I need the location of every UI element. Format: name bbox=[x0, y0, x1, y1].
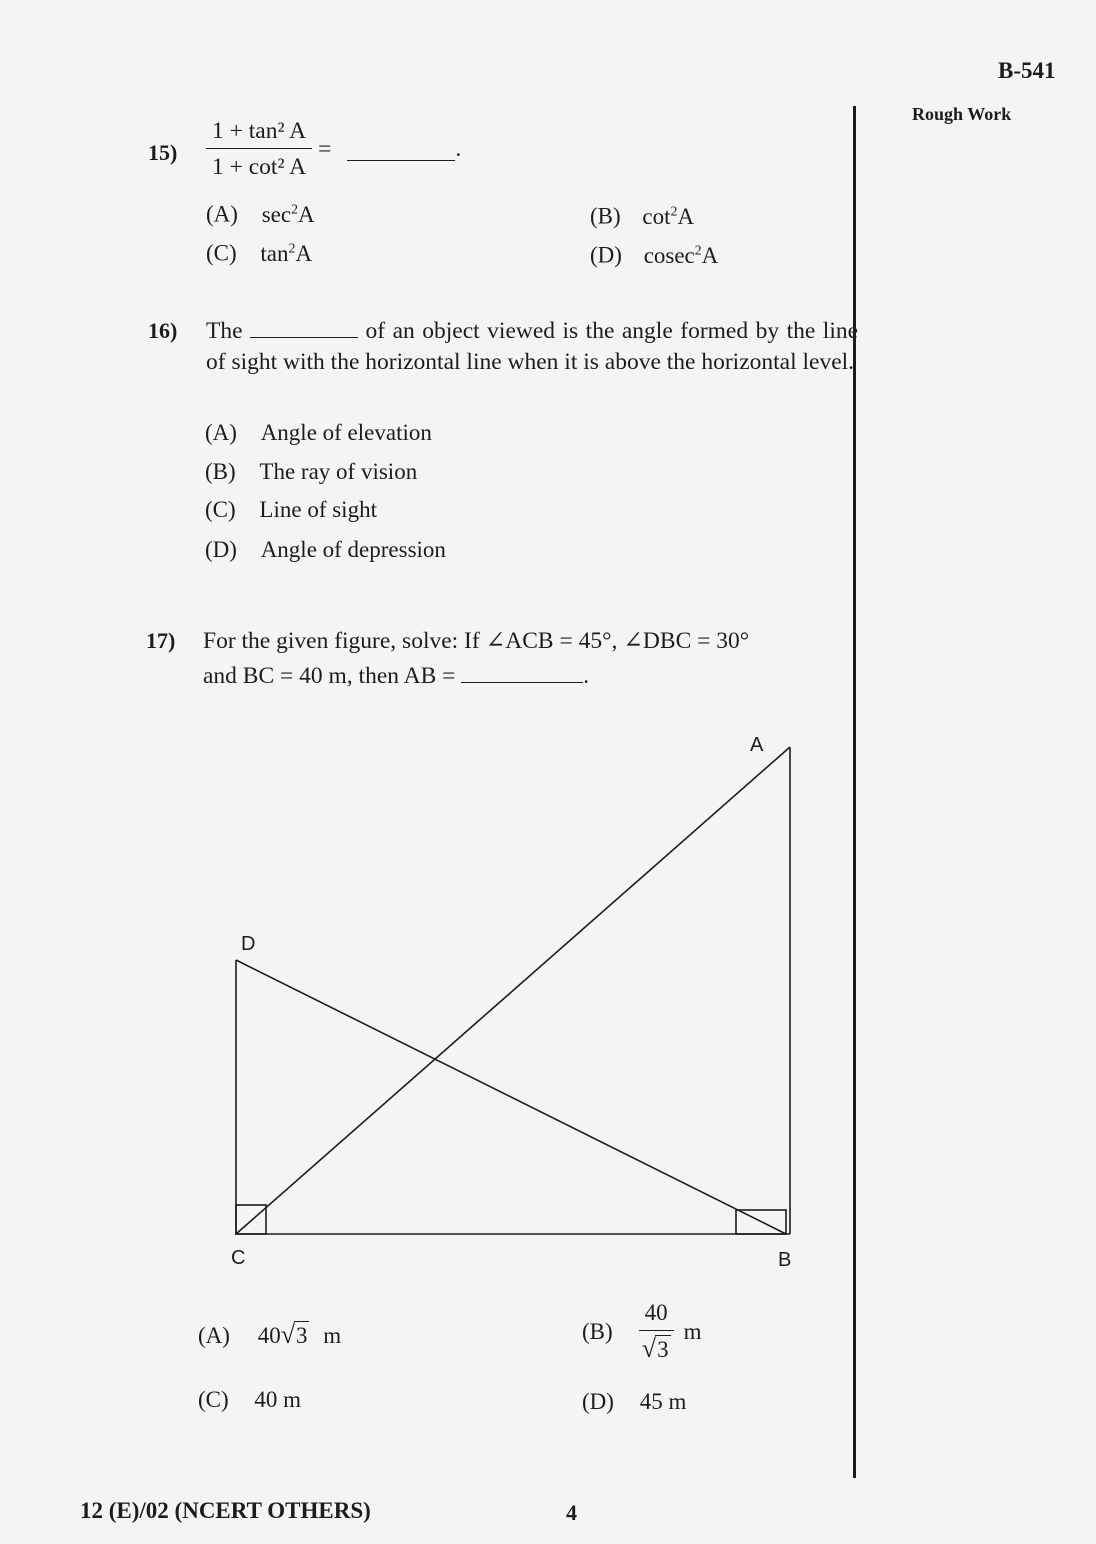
question-17-option-c bbox=[198, 1387, 301, 1413]
option-label: (C) bbox=[198, 1387, 229, 1412]
option-label: (D) bbox=[205, 537, 237, 562]
rough-work-label: Rough Work bbox=[912, 104, 1012, 124]
option-denominator bbox=[642, 1331, 671, 1368]
question-16-number: 16) bbox=[148, 318, 178, 343]
option-fraction bbox=[639, 1296, 674, 1368]
option-text: $\sec^2A$ bbox=[261, 201, 315, 227]
option-numerator: 40 bbox=[639, 1296, 674, 1331]
option-radicand: 3 bbox=[657, 1337, 669, 1362]
option-text: 40 m bbox=[254, 1387, 302, 1412]
option-label: (B) bbox=[205, 459, 236, 484]
option-label: (D) bbox=[590, 242, 622, 268]
option-text: Angle of depression bbox=[260, 537, 446, 562]
question-17-option-b bbox=[582, 1296, 702, 1368]
segment-db bbox=[236, 960, 786, 1234]
option-text: cosec$^2$A bbox=[643, 242, 719, 268]
option-text: Angle of elevation bbox=[260, 420, 432, 445]
option-label: (C) bbox=[205, 497, 236, 522]
option-label: (A) bbox=[205, 420, 237, 445]
question-17-number: 17) bbox=[146, 628, 176, 653]
question-16-text-rest: of an object viewed is the angle formed by the line of sight with the horizontal line when it is above the horizontal level. bbox=[206, 318, 859, 375]
question-17-option-a bbox=[198, 1320, 341, 1350]
option-text: $\cot^2A$ bbox=[642, 203, 695, 229]
option-label: (A) bbox=[198, 1323, 230, 1348]
option-label: (C) bbox=[206, 240, 237, 266]
question-16-text-start: The bbox=[206, 318, 243, 344]
vertex-label-c: C bbox=[231, 1247, 246, 1269]
question-15-period: . bbox=[455, 136, 462, 162]
option-radicand: 3 bbox=[295, 1323, 308, 1348]
footer-exam-code: 12 (E)/02 (NCERT OTHERS) bbox=[80, 1498, 371, 1523]
vertex-label-a: A bbox=[750, 734, 764, 756]
option-label: (D) bbox=[582, 1389, 614, 1414]
paper-code: B-541 bbox=[998, 58, 1056, 83]
question-15-equals: = bbox=[318, 136, 332, 162]
option-label: (B) bbox=[590, 203, 621, 229]
option-text: 45 m bbox=[639, 1389, 687, 1414]
sqrt-icon: √ bbox=[280, 1320, 295, 1349]
question-17-line-2: and BC = 40 m, then AB = . bbox=[203, 663, 590, 689]
question-15-numerator: 1 + tan² A bbox=[206, 114, 312, 149]
sqrt-icon: √ bbox=[641, 1334, 657, 1363]
segment-ca bbox=[236, 747, 790, 1234]
question-17-line-1: For the given figure, solve: If ∠ACB = 45°, ∠DBC = 30° bbox=[203, 628, 750, 654]
vertex-label-d: D bbox=[241, 933, 256, 955]
option-unit: m bbox=[323, 1323, 342, 1348]
option-text: Line of sight bbox=[259, 497, 377, 522]
option-text: $\tan^2A$ bbox=[260, 240, 313, 266]
question-17-line-2-text: and BC = 40 m, then AB = bbox=[203, 663, 456, 689]
option-label: (A) bbox=[206, 201, 238, 227]
question-15-denominator: 1 + cot² A bbox=[212, 154, 307, 180]
page-number: 4 bbox=[566, 1500, 577, 1525]
option-text: The ray of vision bbox=[259, 459, 418, 484]
vertex-label-b: B bbox=[778, 1249, 792, 1271]
question-17-option-d bbox=[582, 1389, 686, 1415]
option-label: (B) bbox=[582, 1319, 613, 1344]
option-coefficient: 40 bbox=[257, 1323, 281, 1348]
option-unit: m bbox=[683, 1319, 702, 1344]
question-15-number: 15) bbox=[148, 140, 178, 165]
